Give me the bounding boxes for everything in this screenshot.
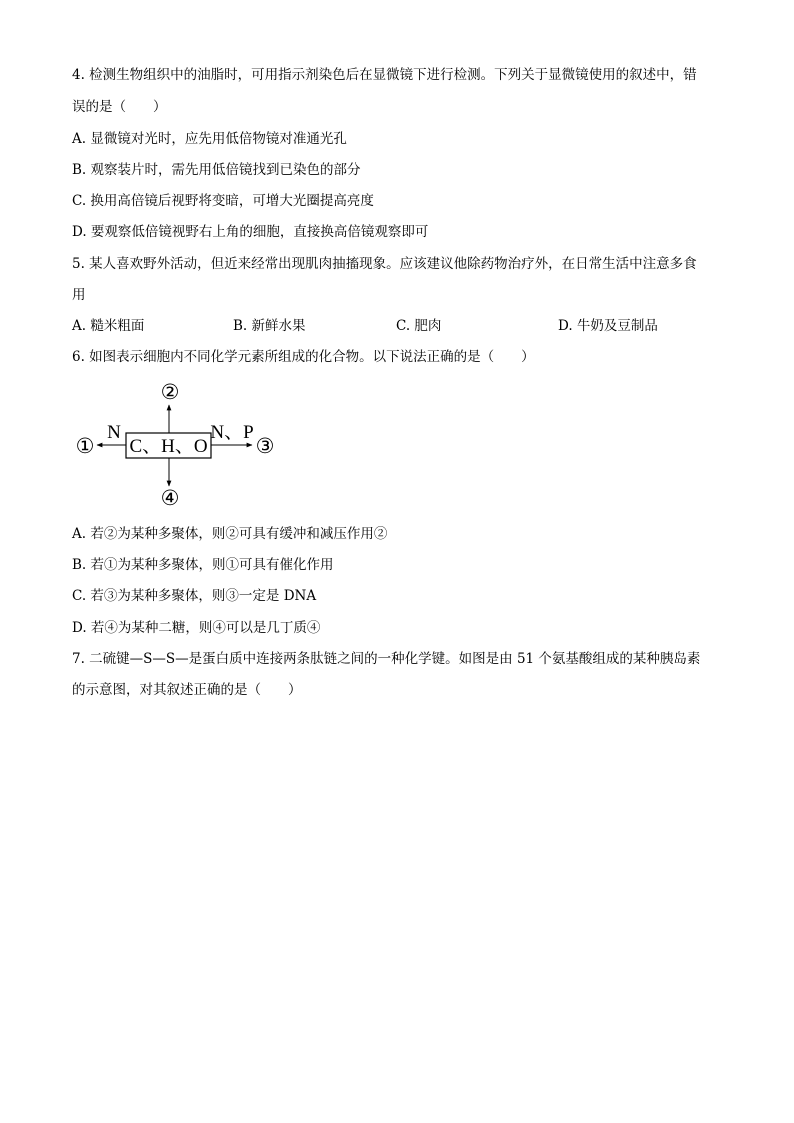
question-7-stem-line1: 7. 二硫键—S—S—是蛋白质中连接两条肽链之间的一种化学键。如图是由 51 个氨基酸组成的某种胰岛素 <box>72 651 701 667</box>
node-2-label: ② <box>160 380 180 404</box>
question-6-option-a: A. 若②为某种多聚体，则②可具有缓冲和减压作用② <box>72 526 388 542</box>
element-compound-diagram <box>70 378 290 512</box>
question-5-stem-line2: 用 <box>72 287 86 303</box>
question-5-option-b: B. 新鲜水果 <box>233 318 306 334</box>
question-4-option-a: A. 显微镜对光时，应先用低倍物镜对准通光孔 <box>72 131 347 147</box>
question-6-option-d: D. 若④为某种二糖，则④可以是几丁质④ <box>72 620 321 636</box>
left-element-label: N <box>107 422 121 443</box>
question-5-option-c: C. 肥肉 <box>396 318 442 334</box>
question-6-stem: 6. 如图表示细胞内不同化学元素所组成的化合物。以下说法正确的是（ ） <box>72 349 535 365</box>
question-6-option-c: C. 若③为某种多聚体，则③一定是 DNA <box>72 588 317 604</box>
question-5-option-a: A. 糙米粗面 <box>72 318 145 334</box>
question-6-option-b: B. 若①为某种多聚体，则①可具有催化作用 <box>72 557 334 573</box>
node-3-label: ③ <box>255 434 275 458</box>
question-4-option-b: B. 观察装片时，需先用低倍镜找到已染色的部分 <box>72 162 361 178</box>
node-1-label: ① <box>75 434 95 458</box>
question-5-stem-line1: 5. 某人喜欢野外活动，但近来经常出现肌肉抽搐现象。应该建议他除药物治疗外，在日常生活中注意多食 <box>72 256 697 272</box>
question-5-option-d: D. 牛奶及豆制品 <box>558 318 658 334</box>
center-elements-label: C、H、O <box>129 436 208 457</box>
right-element-label: N、P <box>210 422 254 443</box>
question-4-option-d: D. 要观察低倍镜视野右上角的细胞，直接换高倍镜观察即可 <box>72 224 429 240</box>
question-4-stem-line1: 4. 检测生物组织中的油脂时，可用指示剂染色后在显微镜下进行检测。下列关于显微镜使用的叙述中，错 <box>72 67 697 83</box>
node-4-label: ④ <box>160 486 180 510</box>
question-7-stem-line2: 的示意图，对其叙述正确的是（ ） <box>72 682 302 698</box>
question-4-stem-line2: 误的是（ ） <box>72 99 167 115</box>
question-4-option-c: C. 换用高倍镜后视野将变暗，可增大光圈提高亮度 <box>72 193 374 209</box>
